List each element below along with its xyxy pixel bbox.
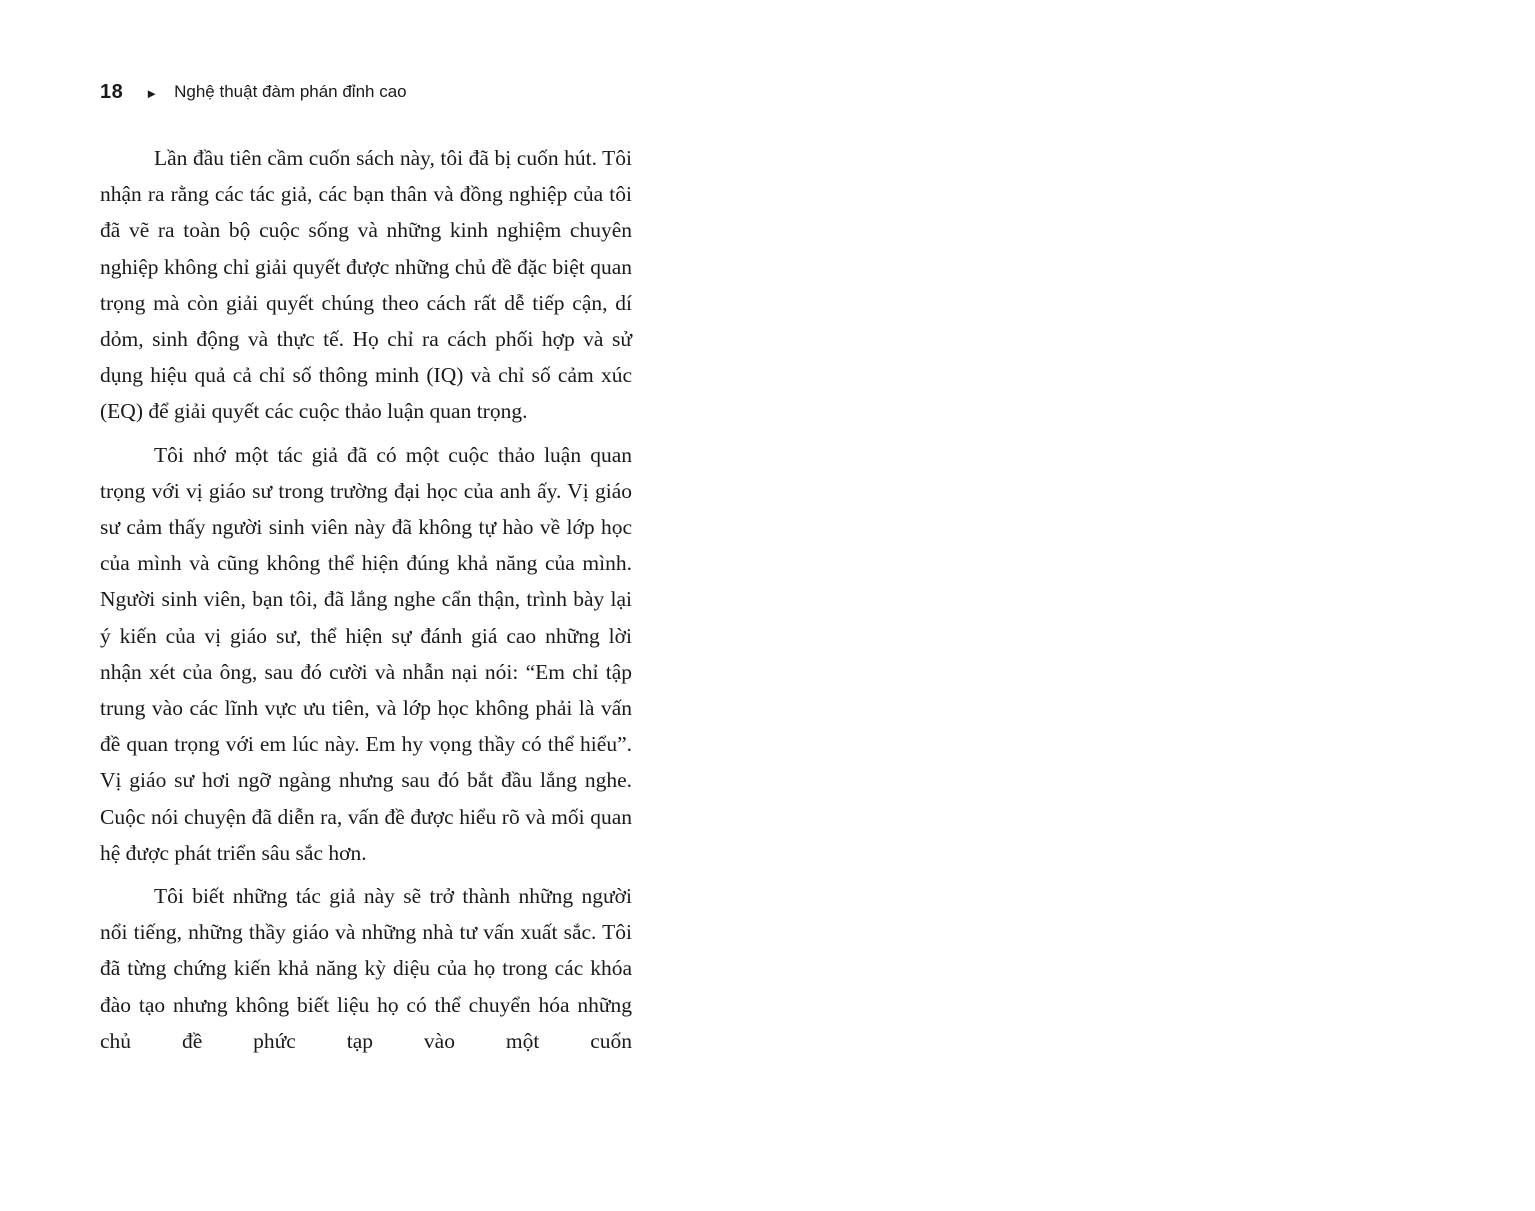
right-triangle-icon: ► xyxy=(145,85,159,101)
paragraph-1: Lần đầu tiên cầm cuốn sách này, tôi đã bị cuốn hút. Tôi nhận ra rằng các tác giả, các bạn thân và đồng nghiệp của tôi đã vẽ ra toàn bộ cuộc sống và những kinh nghiệm chuyên nghiệp không chỉ giải quyết được những chủ đề đặc biệt quan trọng mà còn giải quyết chúng theo cách rất dễ tiếp cận, dí dỏm, sinh động và thực tế. Họ chỉ ra cách phối hợp và sử dụng hiệu quả cả chỉ số thông minh (IQ) và chỉ số cảm xúc (EQ) để giải quyết các cuộc thảo luận quan trọng. xyxy=(100,146,632,424)
running-header xyxy=(100,78,407,106)
page-number: 18 xyxy=(100,80,124,103)
paragraph-2: Tôi nhớ một tác giả đã có một cuộc thảo luận quan trọng với vị giáo sư trong trường đại học của anh ấy. Vị giáo sư cảm thấy người sinh viên này đã không tự hào về lớp học của mình và cũng không thể hiện đúng khả năng của mình. Người sinh viên, bạn tôi, đã lắng nghe cẩn thận, trình bày lại ý kiến của vị giáo sư, thể hiện sự đánh giá cao những lời nhận xét của ông, sau đó cười và nhẫn nại nói: “Em chỉ tập trung vào các lĩnh vực ưu tiên, và lớp học không phải là vấn đề quan trọng với em lúc này. Em hy vọng thầy có thể hiểu”. Vị giáo sư hơi ngỡ ngàng nhưng sau đó bắt đầu lắng nghe. Cuộc nói chuyện đã diễn ra, vấn đề được hiểu rõ và mối quan hệ được phát triển sâu sắc hơn. xyxy=(100,442,632,865)
book-title: Nghệ thuật đàm phán đỉnh cao xyxy=(174,82,407,101)
paragraph-3: Tôi biết những tác giả này sẽ trở thành những người nổi tiếng, những thầy giáo và những nhà tư vấn xuất sắc. Tôi đã từng chứng kiến khả năng kỳ diệu của họ trong các khóa đào tạo nhưng không biết liệu họ có thể chuyển hóa những chủ đề phức tạp vào một cuốn xyxy=(100,884,632,1053)
body-text xyxy=(100,140,632,1066)
